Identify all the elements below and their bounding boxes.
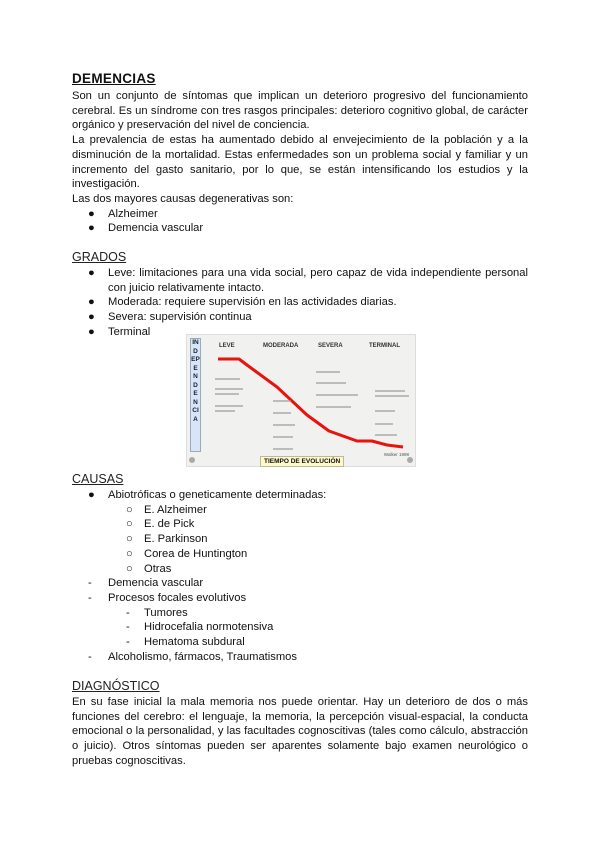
text-line: [316, 371, 340, 373]
list-item-text: Corea de Huntington: [144, 547, 248, 560]
circle-bullet-icon: ○: [126, 518, 133, 531]
bullet-icon: ●: [88, 489, 95, 501]
list-item: [72, 221, 528, 236]
list-item-text: Severa: supervisión continua: [108, 311, 252, 324]
list-item: [72, 517, 528, 532]
list-item-text: Tumores: [144, 606, 188, 619]
intro-paragraph-2: La prevalencia de estas ha aumentado debido al envejecimiento de la población y a la disminución de la mortalidad. Estas enfermedades son un problema social y familiar y un incremento del gasto sanitario, por lo que, se están intensificando los estudios y la investigación.: [72, 134, 528, 191]
list-item-text: Moderada: requiere supervisión en las actividades diarias.: [108, 296, 397, 309]
list-item: [72, 207, 528, 222]
text-line: [273, 448, 293, 450]
section-heading-diagnostico: DIAGNÓSTICO: [72, 679, 160, 693]
circle-bullet-icon: ○: [126, 562, 133, 575]
text-line: [316, 382, 346, 384]
text-line: [375, 423, 393, 425]
list-item-text: Hidrocefalia normotensiva: [144, 621, 274, 634]
list-item-text: Demencia vascular: [108, 222, 204, 235]
list-item-text: Leve: limitaciones para una vida social, pero capaz de vida independiente personal con juicio relativamente intacto.: [108, 267, 528, 294]
decline-curve: [187, 335, 417, 468]
list-item: [72, 606, 528, 621]
intro-paragraph-1: Son un conjunto de síntomas que implican un deterioro progresivo del funcionamiento cerebral. Es un síndrome con tres rasgos principales: deterioro cognitivo global, de carácter orgánico y preservación del nivel de conciencia.: [72, 90, 528, 132]
dementia-stages-figure: [186, 334, 416, 467]
list-item-text: E. de Pick: [144, 518, 195, 531]
list-item: [72, 310, 528, 325]
text-line: [375, 390, 405, 392]
intro-paragraph-3: Las dos mayores causas degenerativas son:: [72, 192, 294, 205]
text-line: [215, 405, 243, 407]
text-line: [375, 434, 397, 436]
dash-bullet-icon: -: [88, 591, 92, 604]
list-item-text: Otras: [144, 562, 172, 575]
list-item: [72, 488, 528, 503]
section-heading-causas: CAUSAS: [72, 472, 124, 486]
list-item-text: Abiotróficas o geneticamente determinadas:: [108, 489, 327, 501]
text-line: [273, 400, 291, 402]
text-line: [215, 410, 235, 412]
list-item: [72, 562, 528, 577]
column-leve: LEVE: [219, 343, 235, 349]
list-item: [72, 635, 528, 650]
page-title: DEMENCIAS: [72, 71, 156, 86]
dash-bullet-icon: -: [88, 577, 92, 590]
corner-icon: [189, 457, 195, 463]
text-line: [316, 394, 358, 396]
text-line: [215, 393, 239, 395]
section-heading-grados: GRADOS: [72, 250, 127, 264]
figure-source: Walker 1998: [383, 452, 409, 457]
list-item-text: Terminal: [108, 325, 151, 338]
dash-bullet-icon: -: [126, 636, 130, 649]
list-item: [72, 576, 528, 591]
list-item-text: E. Alzheimer: [144, 503, 207, 516]
bullet-icon: ●: [88, 311, 95, 324]
column-severa: SEVERA: [318, 343, 343, 349]
text-line: [316, 406, 351, 408]
bullet-icon: ●: [88, 325, 95, 338]
independence-axis-label: INDEPENDENCIA: [190, 338, 201, 452]
bullet-icon: ●: [88, 207, 95, 220]
column-terminal: TERMINAL: [369, 343, 400, 349]
bullet-icon: ●: [88, 222, 95, 235]
list-item-text: Alzheimer: [108, 207, 158, 220]
diagnostico-text: En su fase inicial la mala memoria nos puede orientar. Hay un deterioro de dos o más funciones del cerebro: el lenguaje, la memoria, la percepción visual-espacial, la conducta emocional o la personalidad, y las facultades cognoscitivas (tales como cálculo, abstracción o juicio). Otros síntomas pueden ser aparentes solamente bajo examen neurológico o pruebas cognoscitivas.: [72, 696, 528, 767]
bullet-icon: ●: [88, 267, 95, 279]
list-item: [72, 266, 528, 295]
list-item-text: Procesos focales evolutivos: [108, 591, 247, 604]
list-item-text: E. Parkinson: [144, 533, 208, 546]
list-item: [72, 295, 528, 310]
list-item: [72, 503, 528, 518]
list-item: [72, 532, 528, 547]
list-item-text: Alcoholismo, fármacos, Traumatismos: [108, 650, 298, 663]
list-item: [72, 650, 528, 665]
dash-bullet-icon: -: [126, 606, 130, 619]
text-line: [375, 410, 395, 412]
list-item-text: Demencia vascular: [108, 577, 204, 590]
time-axis-label: TIEMPO DE EVOLUCIÓN: [260, 456, 344, 467]
list-item: [72, 620, 528, 635]
intro-section: [72, 89, 528, 236]
dash-bullet-icon: -: [88, 650, 92, 663]
causas-list: [72, 488, 528, 664]
text-line: [375, 395, 409, 397]
list-item: [72, 591, 528, 606]
bullet-icon: ●: [88, 296, 95, 309]
text-line: [273, 436, 293, 438]
corner-icon: [407, 457, 413, 463]
text-line: [273, 424, 295, 426]
text-line: [215, 378, 240, 380]
list-item-text: Hematoma subdural: [144, 636, 245, 649]
dash-bullet-icon: -: [126, 621, 130, 634]
circle-bullet-icon: ○: [126, 503, 133, 516]
text-line: [215, 388, 243, 390]
circle-bullet-icon: ○: [126, 547, 133, 560]
list-item: [72, 547, 528, 562]
circle-bullet-icon: ○: [126, 533, 133, 546]
column-moderada: MODERADA: [263, 343, 299, 349]
grados-list: [72, 266, 528, 340]
main-causes-list: [72, 207, 528, 236]
text-line: [273, 412, 291, 414]
